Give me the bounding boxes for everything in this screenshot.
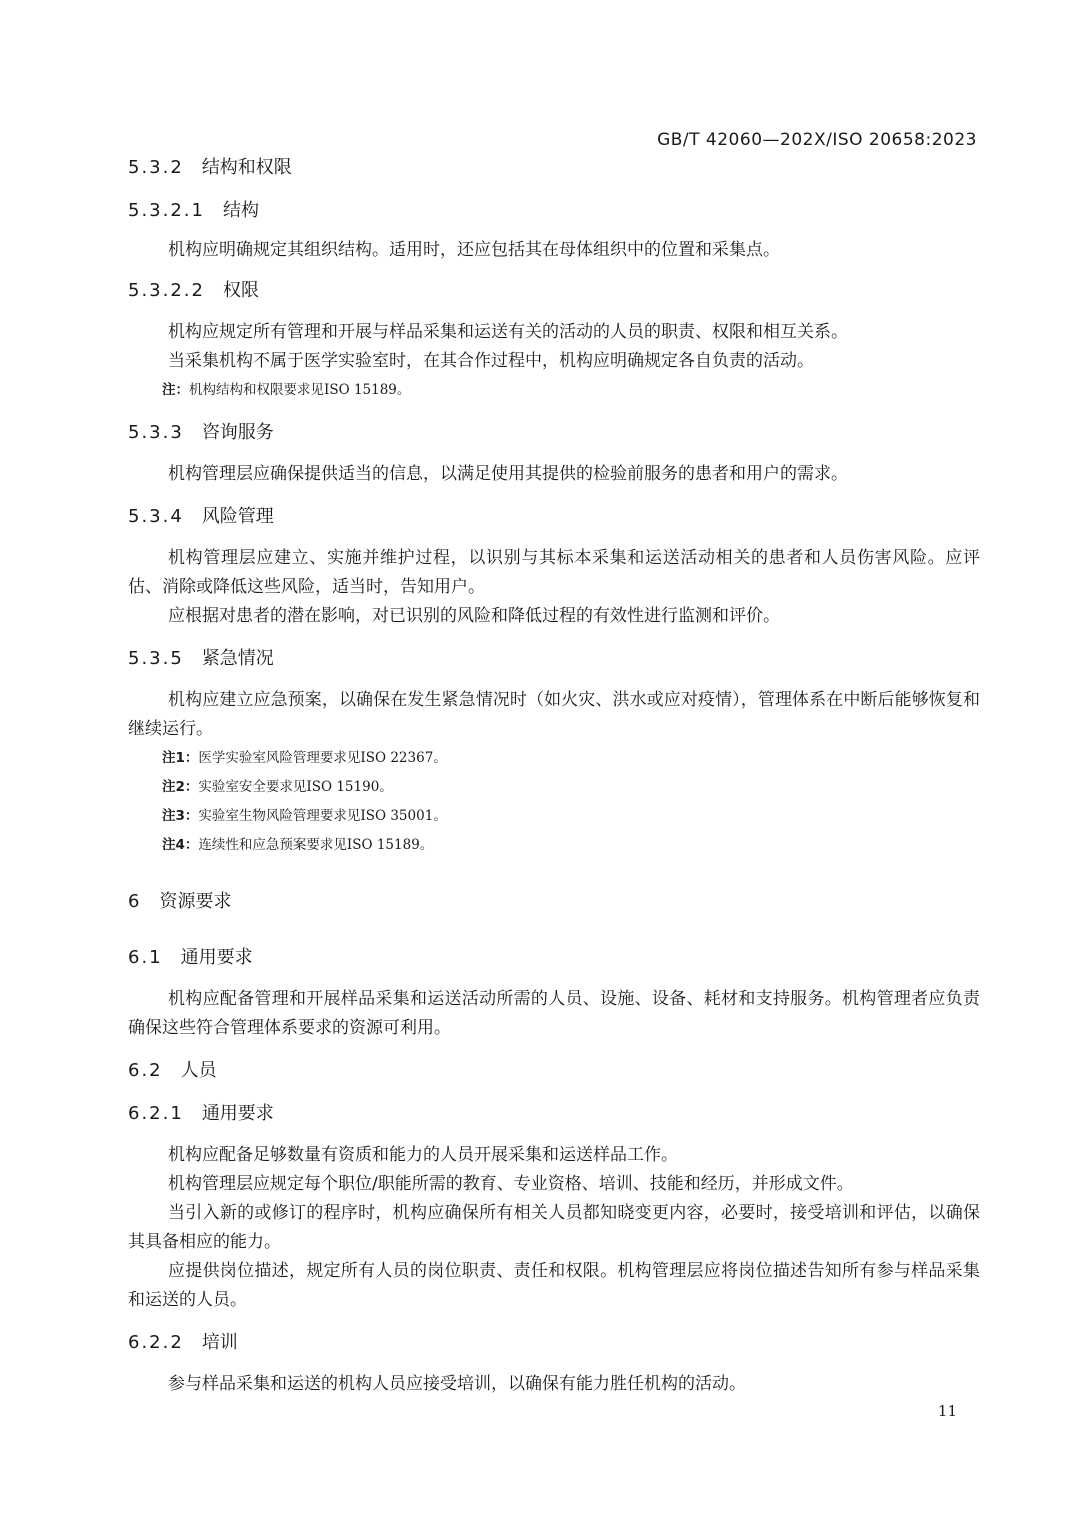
- paragraph: 机构应建立应急预案，以确保在发生紧急情况时（如火灾、洪水或应对疫情），管理体系在中断后能够恢复和继续运行。: [128, 690, 980, 739]
- paragraph: 当引入新的或修订的程序时，机构应确保所有相关人员都知晓变更内容，必要时，接受培训和评估，以确保其具备相应的能力。: [128, 1203, 980, 1252]
- heading-5-3-5: 5.3.5 紧急情况: [128, 648, 274, 669]
- document-body: [128, 154, 980, 1399]
- page-number: 11: [937, 1402, 957, 1420]
- paragraph: 机构应配备管理和开展样品采集和运送活动所需的人员、设施、设备、耗材和支持服务。机构管理者应负责确保这些符合管理体系要求的资源可利用。: [128, 989, 980, 1038]
- heading-6-2-1: 6.2.1 通用要求: [128, 1103, 274, 1124]
- paragraph: 应提供岗位描述，规定所有人员的岗位职责、责任和权限。机构管理层应将岗位描述告知所有参与样品采集和运送的人员。: [128, 1261, 980, 1310]
- heading-5-3-4: 5.3.4 风险管理: [128, 506, 274, 527]
- note-4: 注4：连续性和应急预案要求见ISO 15189。: [162, 837, 434, 853]
- heading-6-2-2: 6.2.2 培训: [128, 1332, 238, 1353]
- note: 注：机构结构和权限要求见ISO 15189。: [162, 382, 411, 398]
- paragraph: 机构管理层应建立、实施并维护过程，以识别与其标本采集和运送活动相关的患者和人员伤害风险。应评估、消除或降低这些风险，适当时，告知用户。: [128, 548, 980, 597]
- paragraph: 机构应配备足够数量有资质和能力的人员开展采集和运送样品工作。: [168, 1145, 678, 1165]
- paragraph: 参与样品采集和运送的机构人员应接受培训，以确保有能力胜任机构的活动。: [168, 1374, 746, 1394]
- heading-5-3-2-2: 5.3.2.2 权限: [128, 280, 259, 301]
- standard-code: GB/T 42060—202X/ISO 20658:2023: [657, 130, 977, 150]
- paragraph: 机构管理层应规定每个职位/职能所需的教育、专业资格、培训、技能和经历，并形成文件。: [168, 1174, 854, 1194]
- note-1: 注1：医学实验室风险管理要求见ISO 22367。: [162, 750, 447, 766]
- heading-6: 6 资源要求: [128, 891, 232, 912]
- heading-5-3-2-1: 5.3.2.1 结构: [128, 200, 259, 221]
- heading-5-3-2: 5.3.2 结构和权限: [128, 157, 292, 178]
- note-2: 注2：实验室安全要求见ISO 15190。: [162, 779, 393, 795]
- heading-5-3-3: 5.3.3 咨询服务: [128, 422, 274, 443]
- paragraph: 机构管理层应确保提供适当的信息，以满足使用其提供的检验前服务的患者和用户的需求。: [168, 464, 848, 484]
- paragraph: 机构应明确规定其组织结构。适用时，还应包括其在母体组织中的位置和采集点。: [168, 240, 780, 260]
- note-3: 注3：实验室生物风险管理要求见ISO 35001。: [162, 808, 447, 824]
- heading-6-1: 6.1 通用要求: [128, 947, 253, 968]
- paragraph: 机构应规定所有管理和开展与样品采集和运送有关的活动的人员的职责、权限和相互关系。: [168, 322, 848, 342]
- paragraph: 当采集机构不属于医学实验室时，在其合作过程中，机构应明确规定各自负责的活动。: [168, 351, 814, 371]
- heading-6-2: 6.2 人员: [128, 1060, 217, 1081]
- paragraph: 应根据对患者的潜在影响，对已识别的风险和降低过程的有效性进行监测和评价。: [168, 606, 780, 626]
